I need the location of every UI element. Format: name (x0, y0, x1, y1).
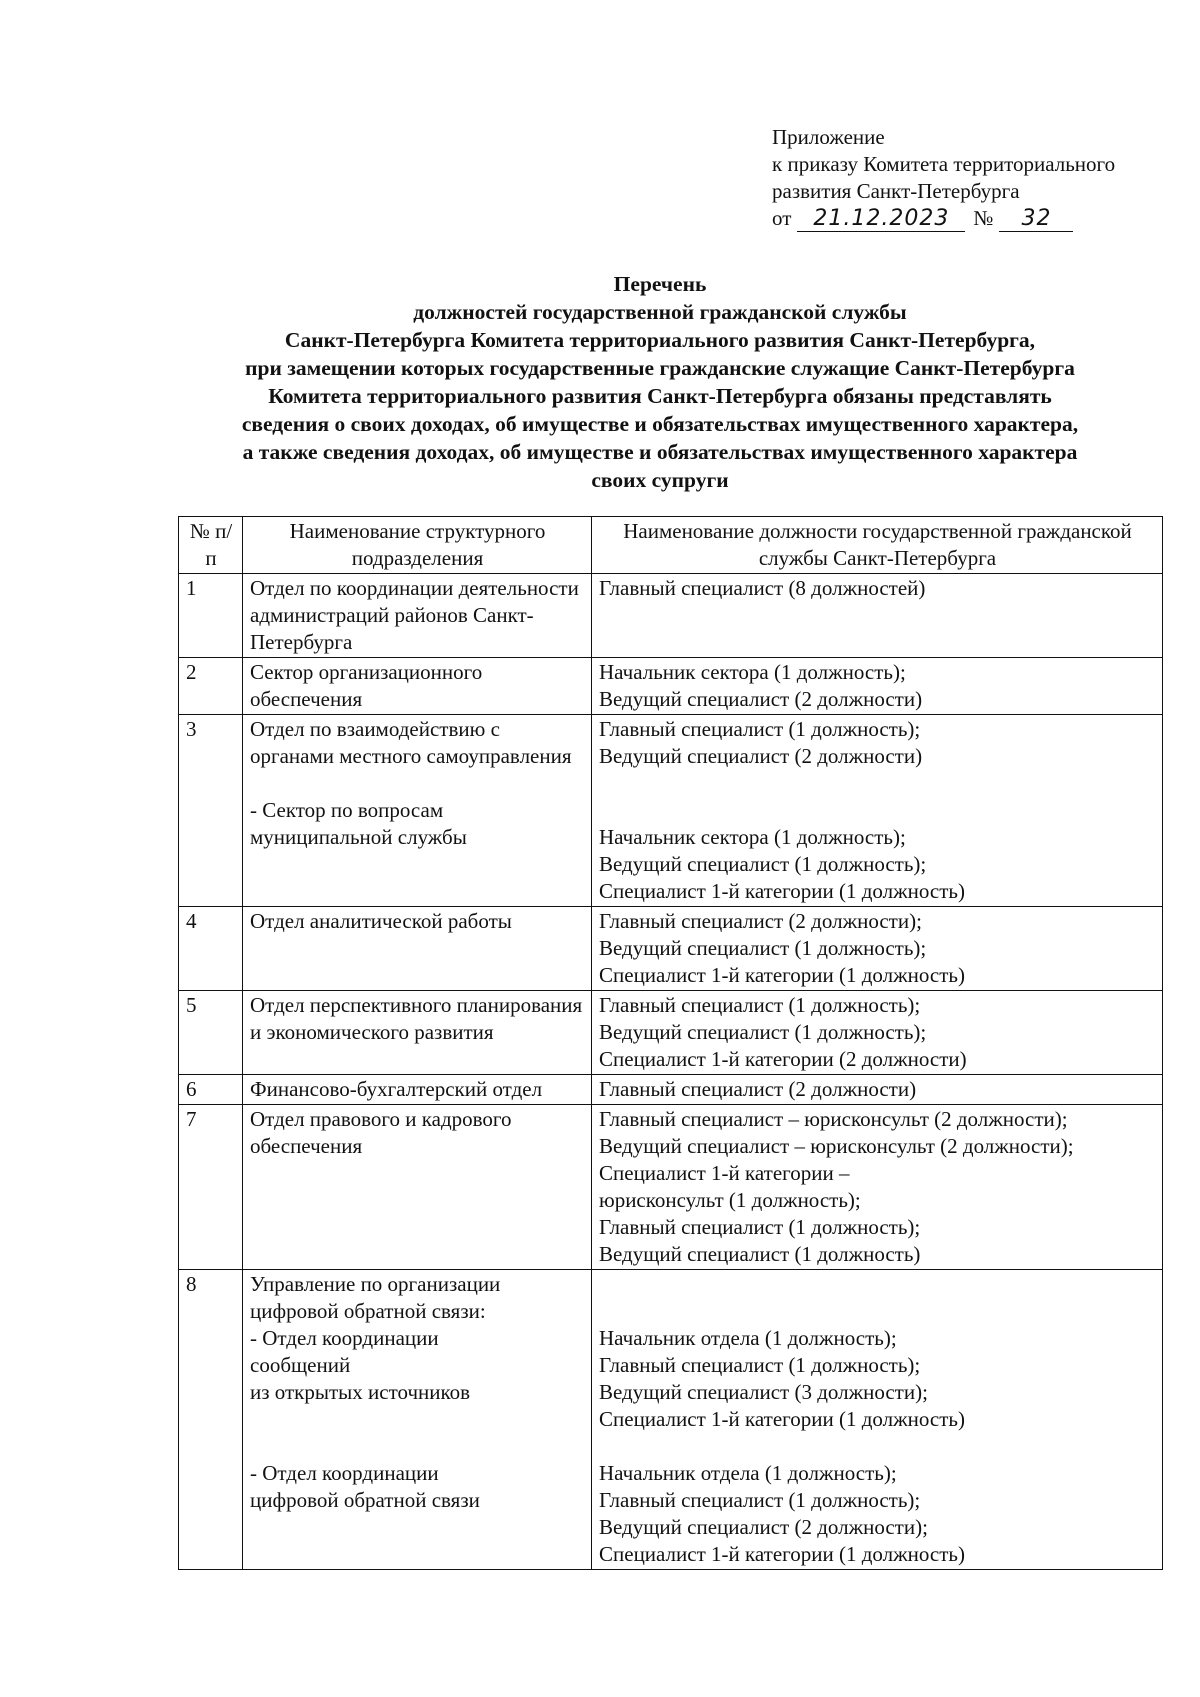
position-line: Ведущий специалист (1 должность) (599, 1242, 921, 1266)
position-line: Главный специалист (1 должность); (599, 1215, 921, 1239)
position-line: Главный специалист (1 должность); (599, 993, 921, 1017)
header-num: № п/п (179, 517, 243, 574)
order-date-number-line (772, 205, 1115, 232)
row-num: 6 (179, 1075, 243, 1105)
sub-dept-line: сообщений (250, 1353, 351, 1377)
position-line: Ведущий специалист (2 должности); (599, 1515, 928, 1539)
positions-table (178, 516, 1163, 1570)
position-line: Главный специалист – юрисконсульт (2 должности); (599, 1107, 1068, 1131)
number-prefix: № (973, 206, 994, 230)
position-line: Главный специалист (2 должности); (599, 909, 922, 933)
table-row (179, 1105, 1163, 1270)
header-dept: Наименование структурного подразделения (243, 517, 592, 574)
row-dept: Отдел правового и кадрового обеспечения (243, 1105, 592, 1270)
table-row (179, 574, 1163, 658)
document-title (170, 270, 1150, 494)
position-line: Ведущий специалист (3 должности); (599, 1380, 928, 1404)
appendix-block (772, 124, 1115, 232)
title-line: при замещении которых государственные гражданские служащие Санкт-Петербурга (245, 356, 1075, 380)
row-num: 1 (179, 574, 243, 658)
sub-dept-line: - Отдел координации (250, 1461, 439, 1485)
row-dept: Финансово-бухгалтерский отдел (243, 1075, 592, 1105)
position-line: Ведущий специалист (2 должности) (599, 744, 923, 768)
row-num: 7 (179, 1105, 243, 1270)
row-num: 8 (179, 1270, 243, 1570)
table-row (179, 907, 1163, 991)
row-dept (243, 1270, 592, 1570)
position-line: Главный специалист (1 должность); (599, 1488, 921, 1512)
position-line: Специалист 1-й категории (1 должность) (599, 1542, 965, 1566)
position-line: Начальник отдела (1 должность); (599, 1461, 897, 1485)
table-row (179, 1075, 1163, 1105)
position-line: Ведущий специалист (1 должность); (599, 936, 927, 960)
position-line: Специалист 1-й категории – (599, 1161, 850, 1185)
row-positions (592, 1075, 1163, 1105)
position-line: Специалист 1-й категории (1 должность) (599, 879, 965, 903)
position-line: Специалист 1-й категории (1 должность) (599, 963, 965, 987)
row-dept: Сектор организационного обеспечения (243, 658, 592, 715)
position-line: Главный специалист (1 должность); (599, 1353, 921, 1377)
appendix-line-2: к приказу Комитета территориального (772, 152, 1116, 176)
handwritten-number: 32 (999, 207, 1073, 232)
row-positions (592, 991, 1163, 1075)
position-line: Главный специалист (8 должностей) (599, 576, 926, 600)
title-heading: Перечень (613, 272, 707, 296)
position-line: Ведущий специалист (1 должность); (599, 1020, 927, 1044)
position-line: Ведущий специалист (2 должности) (599, 687, 923, 711)
row-dept: Отдел по координации деятельности администраций районов Санкт-Петербурга (243, 574, 592, 658)
position-line: Ведущий специалист – юрисконсульт (2 должности); (599, 1134, 1074, 1158)
appendix-line-1: Приложение (772, 125, 885, 149)
row-positions (592, 1105, 1163, 1270)
table-row (179, 715, 1163, 907)
row-num: 4 (179, 907, 243, 991)
table-row (179, 1270, 1163, 1570)
table-row (179, 658, 1163, 715)
dept-name: Отдел по взаимодействию с органами местного самоуправления (250, 717, 572, 768)
row-positions (592, 715, 1163, 907)
table-header-row (179, 517, 1163, 574)
row-num: 5 (179, 991, 243, 1075)
row-dept (243, 715, 592, 907)
title-line: должностей государственной гражданской службы (413, 300, 907, 324)
position-line: Начальник отдела (1 должность); (599, 1326, 897, 1350)
title-line: своих супруги (591, 468, 729, 492)
row-positions (592, 574, 1163, 658)
title-line: Комитета территориального развития Санкт-Петербурга обязаны представлять (268, 384, 1052, 408)
sub-dept-line: - Отдел координации (250, 1326, 439, 1350)
position-line: Начальник сектора (1 должность); (599, 825, 906, 849)
row-positions (592, 1270, 1163, 1570)
position-line: Специалист 1-й категории (2 должности) (599, 1047, 967, 1071)
row-dept: Отдел перспективного планирования и экономического развития (243, 991, 592, 1075)
row-positions (592, 658, 1163, 715)
position-line: Главный специалист (2 должности) (599, 1077, 917, 1101)
position-line: юрисконсульт (1 должность); (599, 1188, 861, 1212)
handwritten-date: 21.12.2023 (797, 207, 965, 232)
row-dept: Отдел аналитической работы (243, 907, 592, 991)
row-num: 2 (179, 658, 243, 715)
dept-name: Управление по организации цифровой обратной связи: (250, 1272, 501, 1323)
row-num: 3 (179, 715, 243, 907)
sub-dept-line: цифровой обратной связи (250, 1488, 480, 1512)
sub-dept-line: из открытых источников (250, 1380, 471, 1404)
position-line: Начальник сектора (1 должность); (599, 660, 906, 684)
position-line: Главный специалист (1 должность); (599, 717, 921, 741)
title-line: а также сведения доходах, об имуществе и обязательствах имущественного характера (242, 440, 1078, 464)
position-line: Ведущий специалист (1 должность); (599, 852, 927, 876)
date-prefix: от (772, 206, 792, 230)
appendix-line-3: развития Санкт-Петербурга (772, 179, 1020, 203)
title-line: Санкт-Петербурга Комитета территориального развития Санкт-Петербурга, (284, 328, 1036, 352)
table-row (179, 991, 1163, 1075)
title-line: сведения о своих доходах, об имуществе и обязательствах имущественного характера, (241, 412, 1079, 436)
header-position: Наименование должности государственной гражданской службы Санкт-Петербурга (592, 517, 1163, 574)
sub-dept-name: - Сектор по вопросам муниципальной службы (250, 798, 467, 849)
row-positions (592, 907, 1163, 991)
position-line: Специалист 1-й категории (1 должность) (599, 1407, 965, 1431)
